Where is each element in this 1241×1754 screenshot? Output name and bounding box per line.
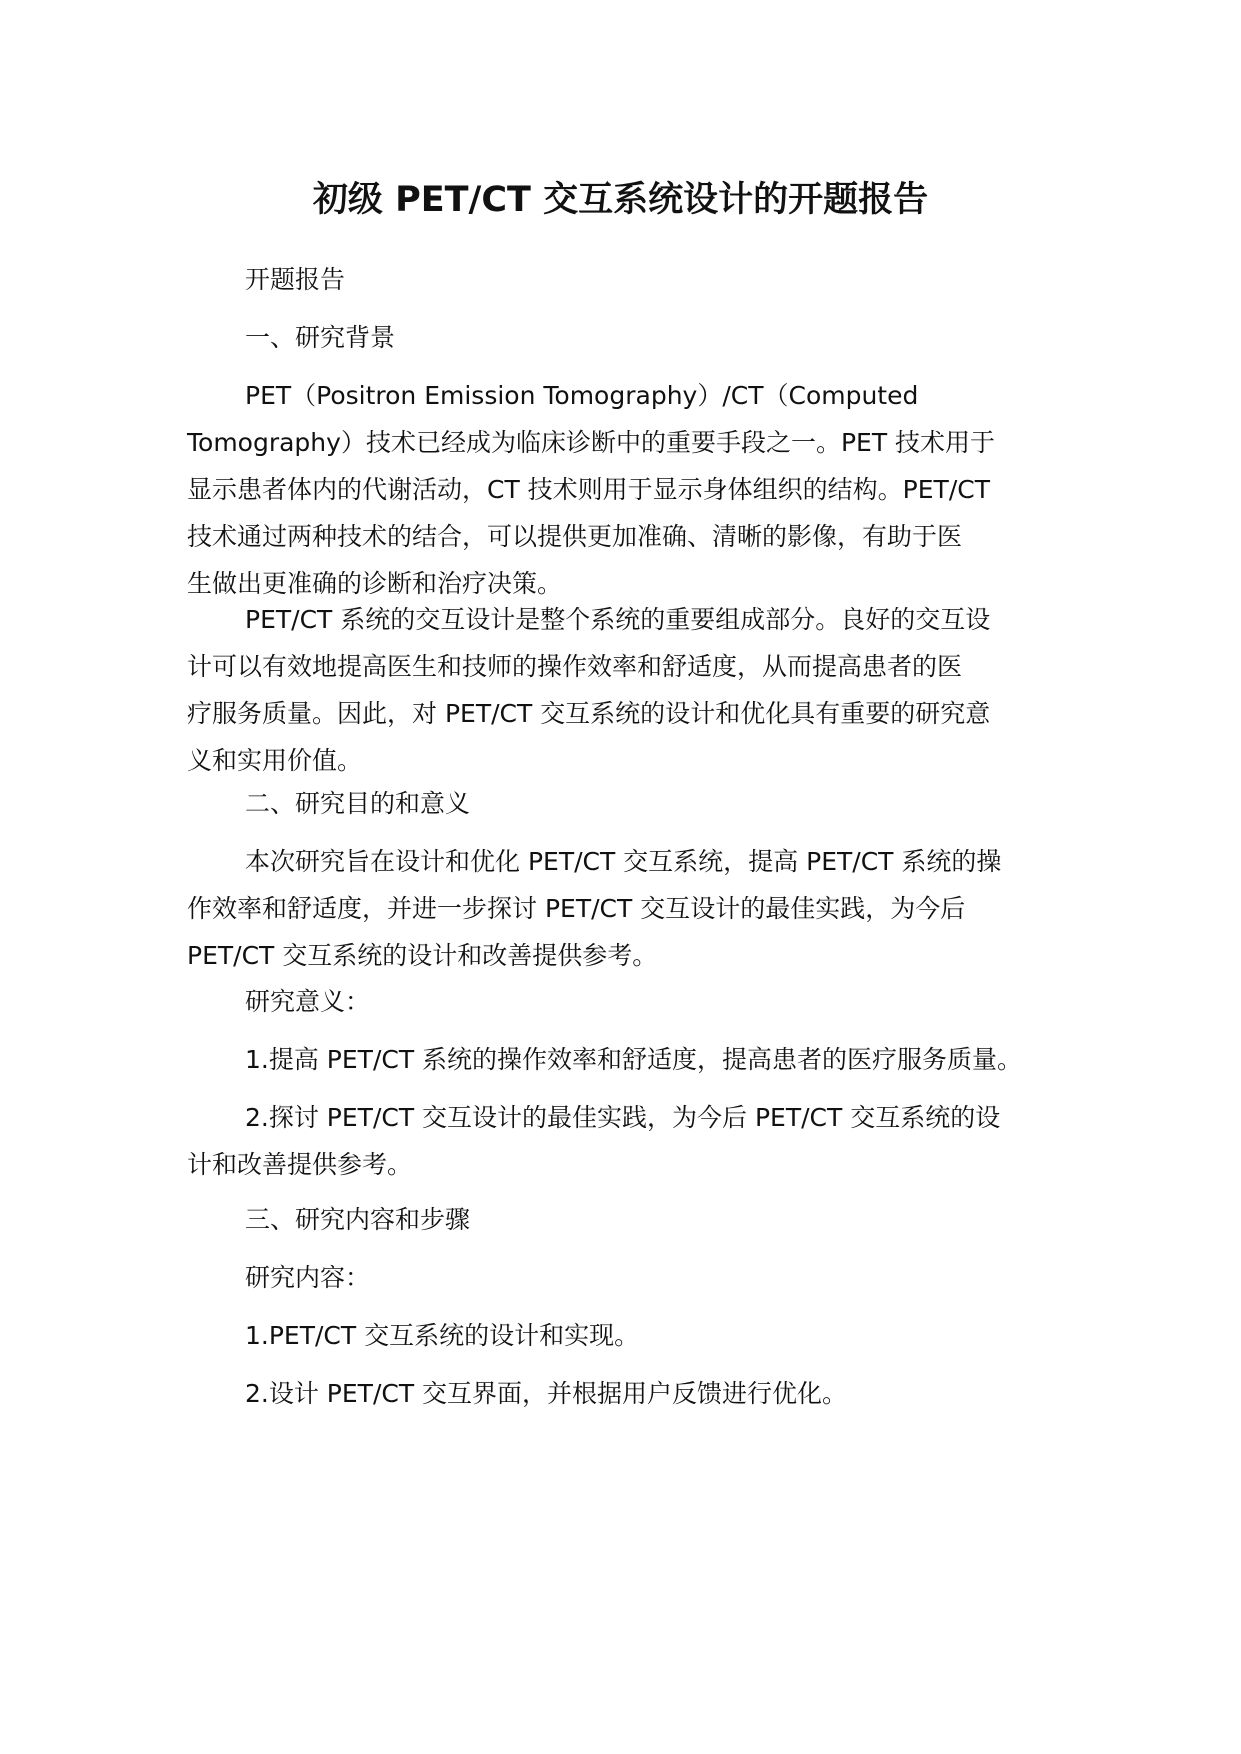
- text-line: PET/CT 系统的交互设计是整个系统的重要组成部分。良好的交互设: [245, 605, 991, 634]
- text-line: 本次研究旨在设计和优化 PET/CT 交互系统，提高 PET/CT 系统的操: [245, 847, 1002, 876]
- paragraph-report-label: [187, 256, 1067, 303]
- text-line: 计可以有效地提高医生和技师的操作效率和舒适度，从而提高患者的医: [187, 652, 963, 681]
- heading-purpose-significance: [187, 780, 1067, 827]
- text-line: 技术通过两种技术的结合，可以提供更加准确、清晰的影像，有助于医: [187, 522, 963, 551]
- paragraph-purpose: [187, 838, 1067, 979]
- text-line: 研究内容：: [245, 1263, 371, 1292]
- paragraph-background-1: [187, 372, 1067, 607]
- text-line: 生做出更准确的诊断和治疗决策。: [187, 569, 563, 598]
- text-line: 计和改善提供参考。: [187, 1150, 413, 1179]
- heading-content-steps: [187, 1196, 1067, 1243]
- heading-research-background: [187, 314, 1067, 361]
- text-line: 研究意义：: [245, 987, 371, 1016]
- paragraph-content-label: [187, 1254, 1067, 1301]
- text-line: Tomography）技术已经成为临床诊断中的重要手段之一。PET 技术用于: [187, 428, 996, 457]
- text-line: 1.PET/CT 交互系统的设计和实现。: [245, 1321, 640, 1350]
- list-item-significance-1: [187, 1036, 1067, 1083]
- document-title: 初级 PET/CT 交互系统设计的开题报告: [312, 180, 929, 220]
- list-item-significance-2: [187, 1094, 1067, 1188]
- text-line: PET/CT 交互系统的设计和改善提供参考。: [187, 941, 658, 970]
- list-item-content-1: [187, 1312, 1067, 1359]
- text-line: 2.设计 PET/CT 交互界面，并根据用户反馈进行优化。: [245, 1379, 848, 1408]
- text-line: 开题报告: [245, 265, 346, 294]
- text-line: 1.提高 PET/CT 系统的操作效率和舒适度，提高患者的医疗服务质量。: [245, 1045, 1023, 1074]
- text-line: 作效率和舒适度，并进一步探讨 PET/CT 交互设计的最佳实践，为今后: [187, 894, 966, 923]
- text-line: 2.探讨 PET/CT 交互设计的最佳实践，为今后 PET/CT 交互系统的设: [245, 1103, 1001, 1132]
- text-line: 显示患者体内的代谢活动，CT 技术则用于显示身体组织的结构。PET/CT: [187, 475, 990, 504]
- text-line: 二、研究目的和意义: [245, 789, 471, 818]
- text-line: 疗服务质量。因此，对 PET/CT 交互系统的设计和优化具有重要的研究意: [187, 699, 991, 728]
- paragraph-background-2: [187, 596, 1067, 784]
- paragraph-significance-label: [187, 978, 1067, 1025]
- text-line: PET（Positron Emission Tomography）/CT（Computed: [245, 381, 919, 410]
- list-item-content-2: [187, 1370, 1067, 1417]
- text-line: 义和实用价值。: [187, 746, 363, 775]
- text-line: 三、研究内容和步骤: [245, 1205, 471, 1234]
- text-line: 一、研究背景: [245, 323, 396, 352]
